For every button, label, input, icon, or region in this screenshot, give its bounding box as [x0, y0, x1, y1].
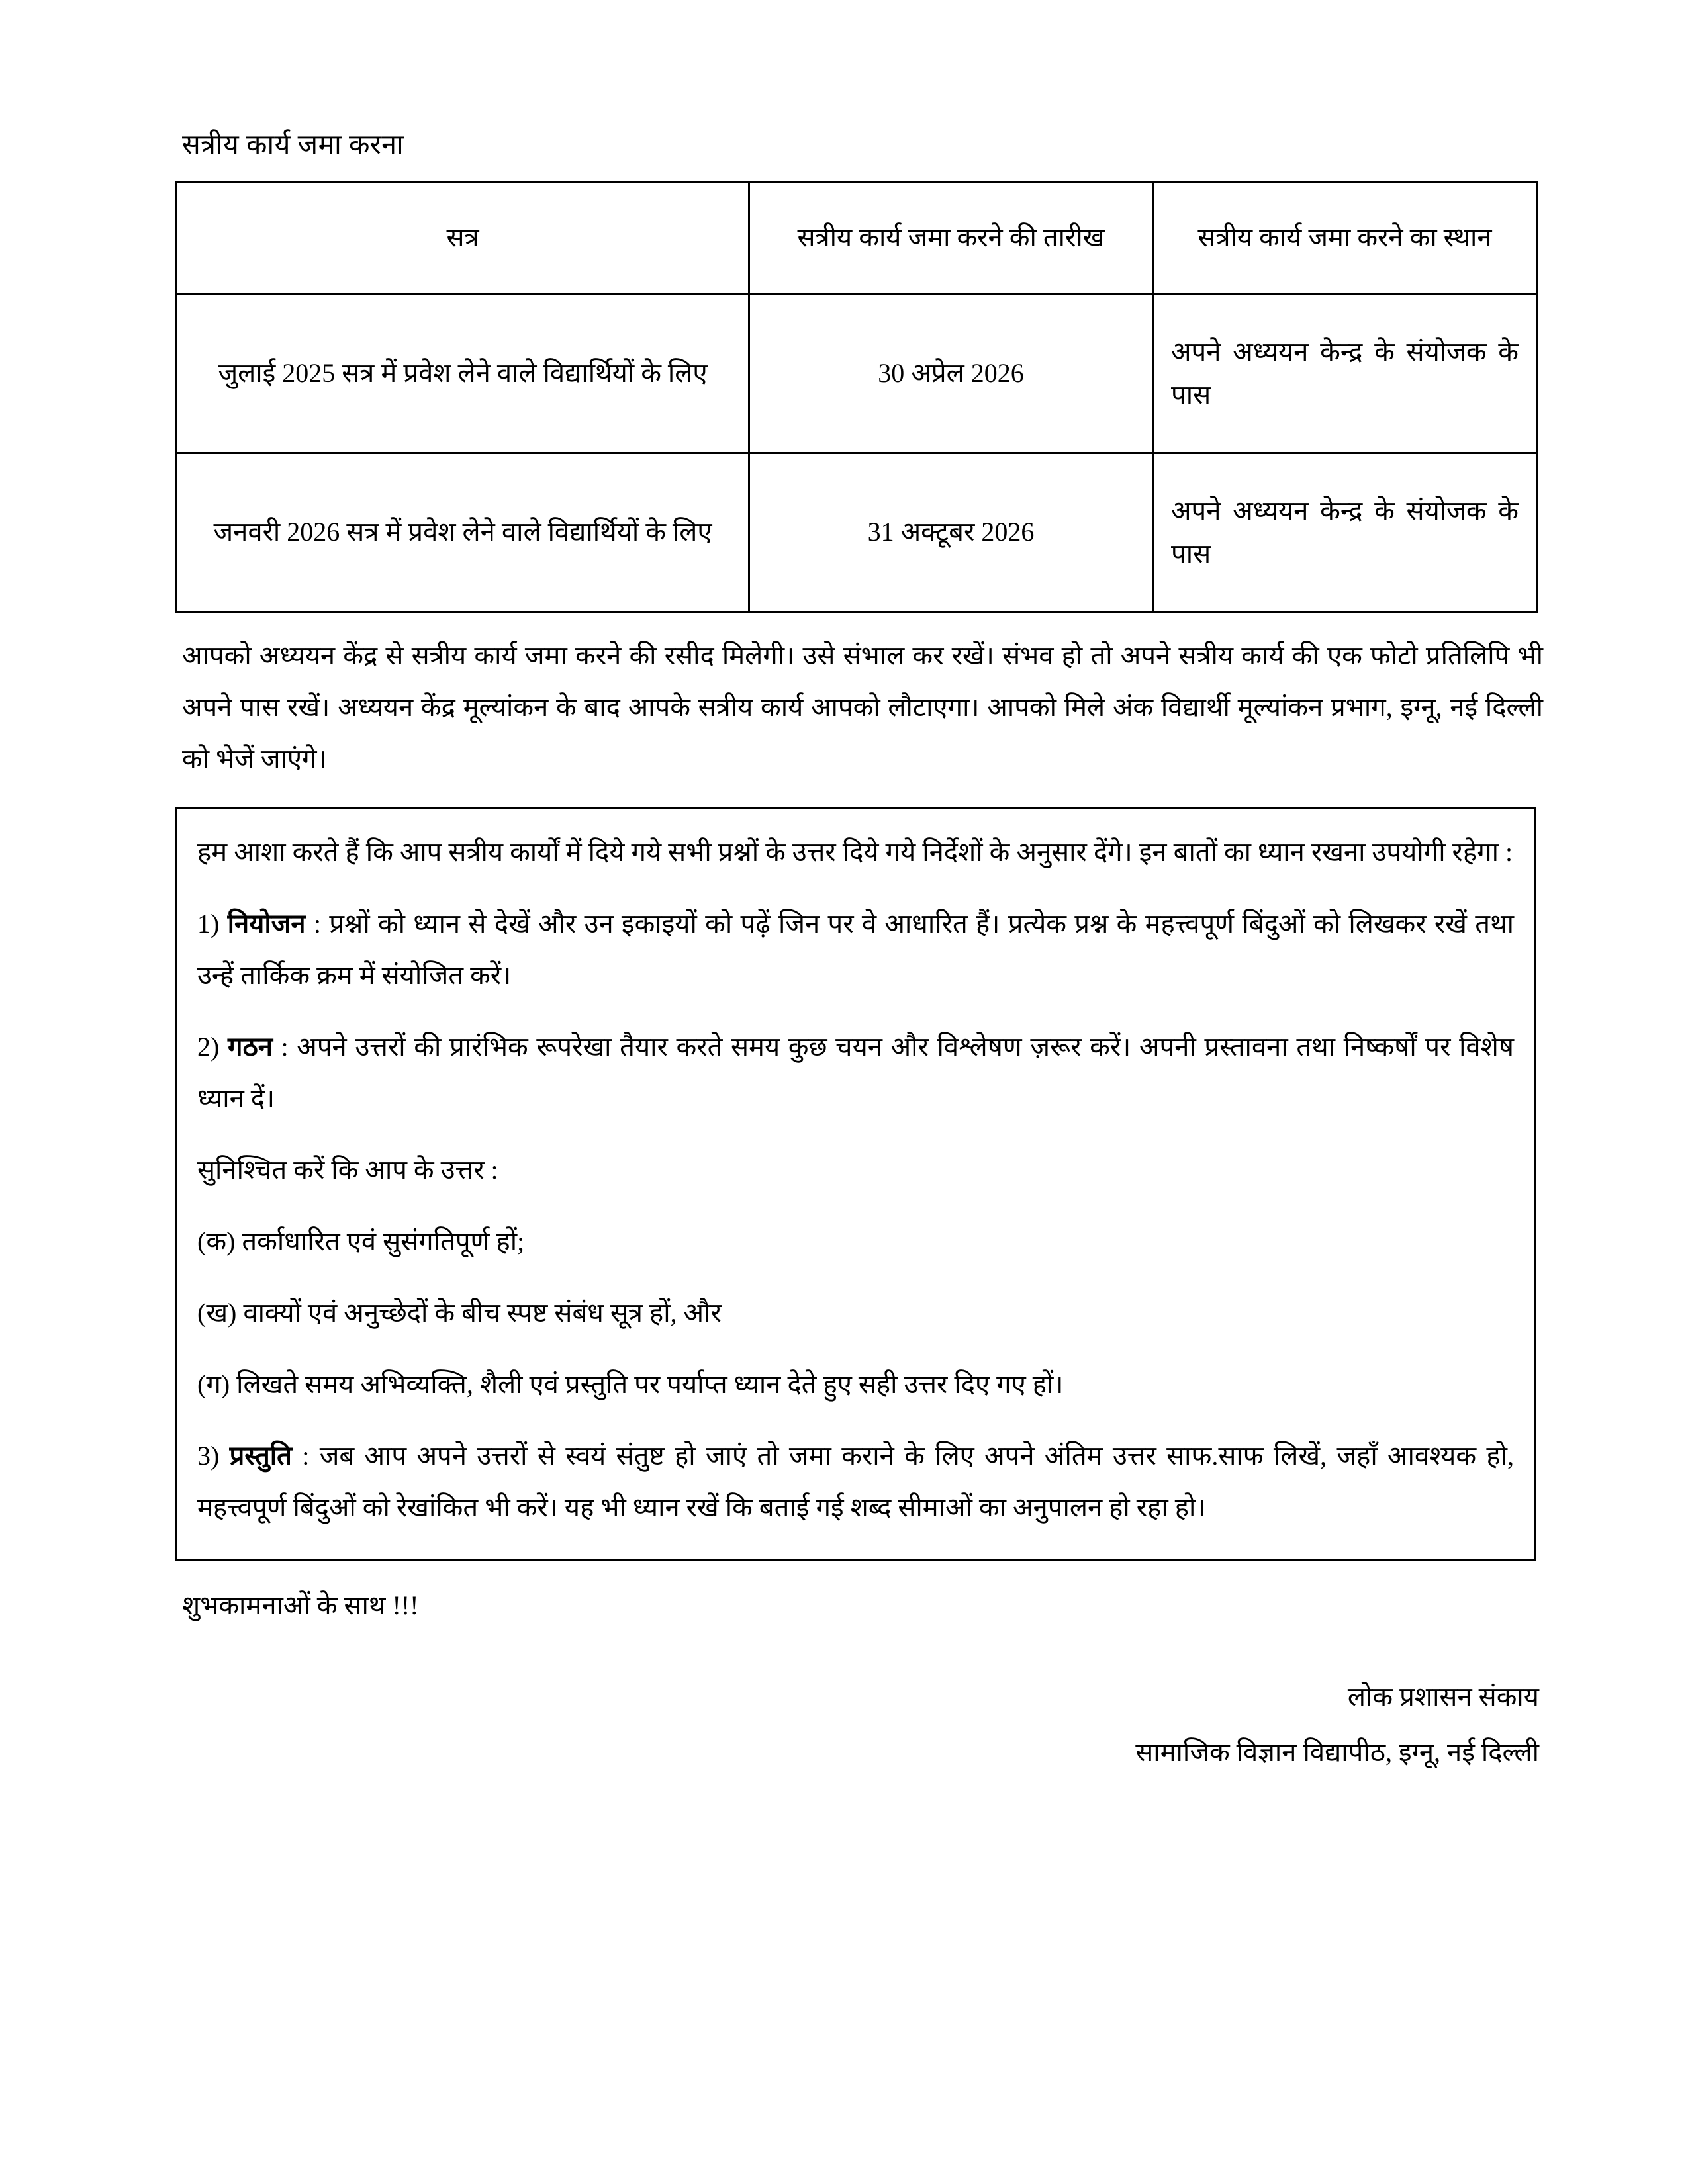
item-3-text: : जब आप अपने उत्तरों से स्वयं संतुष्ट हो जाएं तो जमा कराने के लिए अपने अंतिम उत्तर साफ.साफ लिखें, जहाँ आवश्यक हो, महत्त्वपूर्ण बिंदुओं को रेखांकित भी करें। यह भी ध्यान रखें कि बताई गई शब्द सीमाओं का अनुपालन हो रहा हो।	[197, 1441, 1515, 1523]
column-header-place: सत्रीय कार्य जमा करने का स्थान	[1153, 182, 1537, 295]
table-row	[177, 453, 1537, 612]
cell-place: अपने अध्ययन केन्द्र के संयोजक के पास	[1153, 453, 1537, 612]
column-header-date: सत्रीय कार्य जमा करने की तारीख	[749, 182, 1153, 295]
assignment-submission-table	[175, 181, 1538, 613]
sub-point-ka: (क) तर्काधारित एवं सुसंगतिपूर्ण हों;	[197, 1226, 525, 1257]
cell-session: जनवरी 2026 सत्र में प्रवेश लेने वाले विद्यार्थियों के लिए	[177, 453, 749, 612]
school-name: सामाजिक विज्ञान विद्यापीठ, इग्नू, नई दिल्ली	[1135, 1737, 1539, 1768]
instructions-box	[175, 807, 1536, 1561]
column-header-session: सत्र	[177, 182, 749, 295]
cell-date: 30 अप्रेल 2026	[749, 295, 1153, 453]
instruction-item-3	[197, 1430, 1514, 1533]
instruction-item-1	[197, 898, 1514, 1001]
sub-point-kha: (ख) वाक्यों एवं अनुच्छेदों के बीच स्पष्ट संबंध सूत्र हों, और	[197, 1298, 722, 1328]
item-1-number: 1)	[197, 909, 220, 939]
cell-place: अपने अध्ययन केन्द्र के संयोजक के पास	[1153, 295, 1537, 453]
ensure-answers-line: सुनिश्चित करें कि आप के उत्तर :	[197, 1155, 498, 1185]
best-wishes-line: शुभकामनाओं के साथ !!!	[182, 1590, 419, 1621]
cell-session: जुलाई 2025 सत्र में प्रवेश लेने वाले विद्यार्थियों के लिए	[177, 295, 749, 453]
item-2-number: 2)	[197, 1032, 220, 1062]
instruction-item-2	[197, 1021, 1514, 1124]
table-header-row	[177, 182, 1537, 295]
item-1-text: : प्रश्नों को ध्यान से देखें और उन इकाइयों को पढ़ें जिन पर वे आधारित हैं। प्रत्येक प्रश्न के महत्त्वपूर्ण बिंदुओं को लिखकर रखें तथा उन्हें तार्किक क्रम में संयोजित करें।	[197, 909, 1514, 991]
item-3-number: 3)	[197, 1441, 220, 1471]
item-1-title: नियोजन	[227, 909, 306, 939]
submission-note-paragraph: आपको अध्ययन केंद्र से सत्रीय कार्य जमा करने की रसीद मिलेगी। उसे संभाल कर रखें। संभव हो तो अपने सत्रीय कार्य की एक फोटो प्रतिलिपि भी अपने पास रखें। अध्ययन केंद्र मूल्यांकन के बाद आपके सत्रीय कार्य आपको लौटाएगा। आपको मिले अंक विद्यार्थी मूल्यांकन प्रभाग, इग्नू, नई दिल्ली को भेजें जाएंगे।	[182, 641, 1543, 774]
faculty-name: लोक प्रशासन संकाय	[1347, 1682, 1539, 1712]
instructions-intro: हम आशा करते हैं कि आप सत्रीय कार्यों में दिये गये सभी प्रश्नों के उत्तर दिये गये निर्देशों के अनुसार देंगे। इन बातों का ध्यान रखना उपयोगी रहेगा :	[197, 837, 1513, 868]
table-row	[177, 295, 1537, 453]
page-title: सत्रीय कार्य जमा करना	[182, 129, 404, 159]
item-2-title: गठन	[227, 1032, 273, 1062]
item-2-text: : अपने उत्तरों की प्रारंभिक रूपरेखा तैयार करते समय कुछ चयन और विश्लेषण ज़रूर करें। अपनी प्रस्तावना तथा निष्कर्षों पर विशेष ध्यान दें।	[197, 1032, 1514, 1114]
item-3-title: प्रस्तुति	[229, 1441, 292, 1471]
sub-point-ga: (ग) लिखते समय अभिव्यक्ति, शैली एवं प्रस्तुति पर पर्याप्त ध्यान देते हुए सही उत्तर दिए गए हों।	[197, 1369, 1064, 1400]
cell-date: 31 अक्टूबर 2026	[749, 453, 1153, 612]
signature-block	[182, 1669, 1546, 1780]
